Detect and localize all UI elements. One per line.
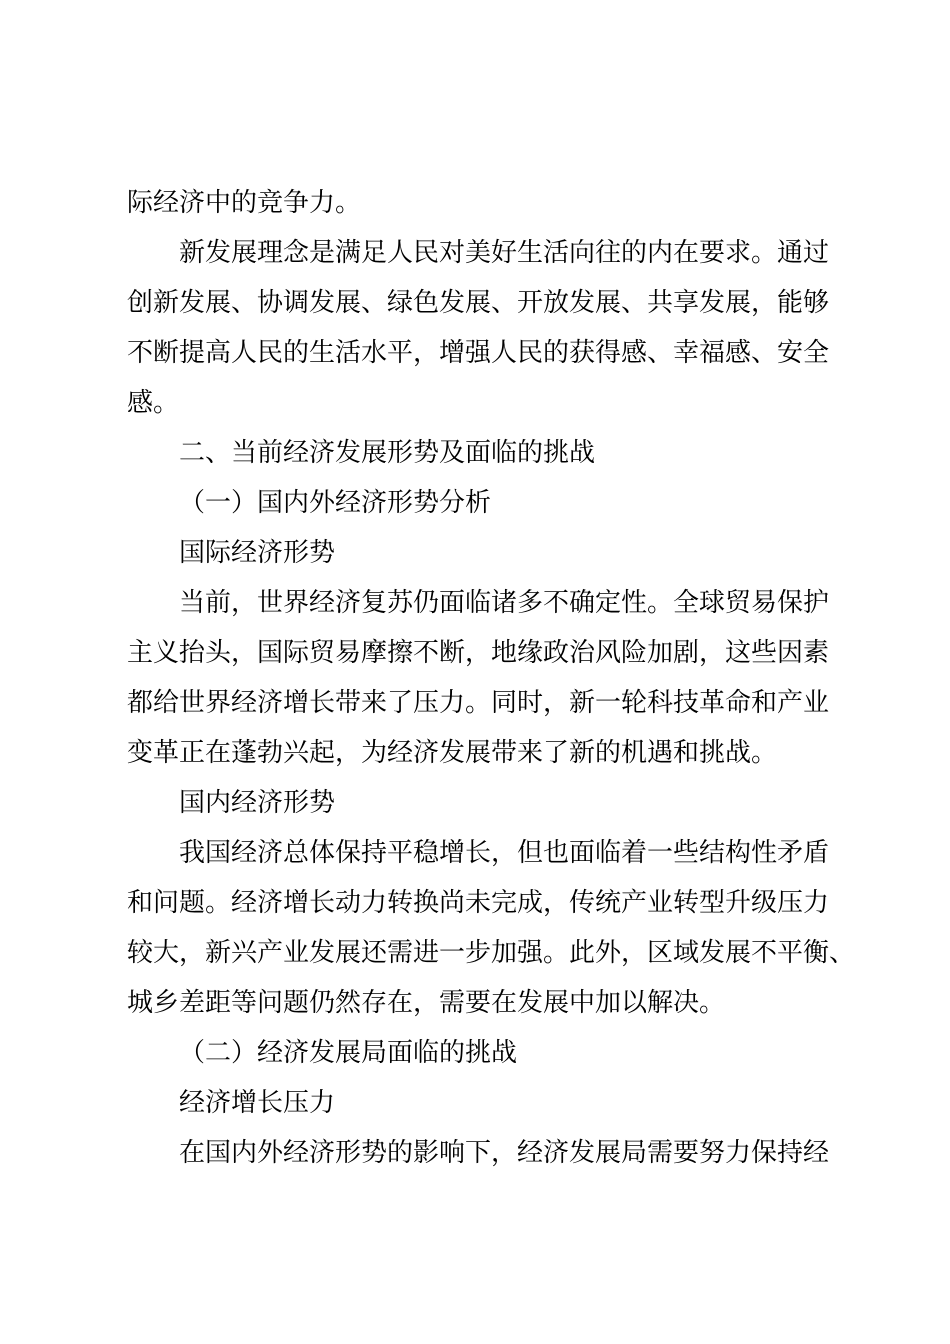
- text-line: 变革正在蓬勃兴起，为经济发展带来了新的机遇和挑战。: [127, 738, 778, 768]
- text-line: 感。: [127, 388, 180, 418]
- text-line: 际经济中的竞争力。: [127, 188, 362, 218]
- text-line: 不断提高人民的生活水平，增强人民的获得感、幸福感、安全: [127, 338, 830, 368]
- text-line: 国际经济形势: [179, 538, 336, 568]
- section-heading: [127, 428, 847, 478]
- text-line: 新发展理念是满足人民对美好生活向往的内在要求。通过: [179, 238, 830, 268]
- paragraph-continued: [127, 178, 847, 228]
- text-line: 在国内外经济形势的影响下，经济发展局需要努力保持经: [179, 1138, 830, 1168]
- text-line: 创新发展、协调发展、绿色发展、开放发展、共享发展，能够: [127, 288, 830, 318]
- text-line: 主义抬头，国际贸易摩擦不断，地缘政治风险加剧，这些因素: [127, 638, 830, 668]
- topic-heading: [127, 778, 847, 828]
- text-line: 国内经济形势: [179, 788, 336, 818]
- paragraph-domestic-economy: [127, 828, 856, 1028]
- topic-heading: [127, 1078, 847, 1128]
- text-line: 经济增长压力: [179, 1088, 336, 1118]
- text-line: 较大，新兴产业发展还需进一步加强。此外，区域发展不平衡、: [127, 938, 856, 968]
- text-line: 二、当前经济发展形势及面临的挑战: [179, 438, 596, 468]
- text-line: 都给世界经济增长带来了压力。同时，新一轮科技革命和产业: [127, 688, 830, 718]
- text-line: 我国经济总体保持平稳增长，但也面临着一些结构性矛盾: [179, 838, 830, 868]
- text-line: 城乡差距等问题仍然存在，需要在发展中加以解决。: [127, 988, 726, 1018]
- paragraph-growth-pressure: [127, 1128, 847, 1178]
- paragraph-international-economy: [127, 578, 847, 778]
- text-line: 当前，世界经济复苏仍面临诸多不确定性。全球贸易保护: [179, 588, 830, 618]
- body-text: [127, 178, 856, 1178]
- paragraph-new-development-concept: [127, 228, 847, 428]
- subsection-heading: [127, 1028, 847, 1078]
- text-line: （二）经济发展局面临的挑战: [179, 1038, 518, 1068]
- subsection-heading: [127, 478, 847, 528]
- text-line: 和问题。经济增长动力转换尚未完成，传统产业转型升级压力: [127, 888, 830, 918]
- text-line: （一）国内外经济形势分析: [179, 488, 492, 518]
- topic-heading: [127, 528, 847, 578]
